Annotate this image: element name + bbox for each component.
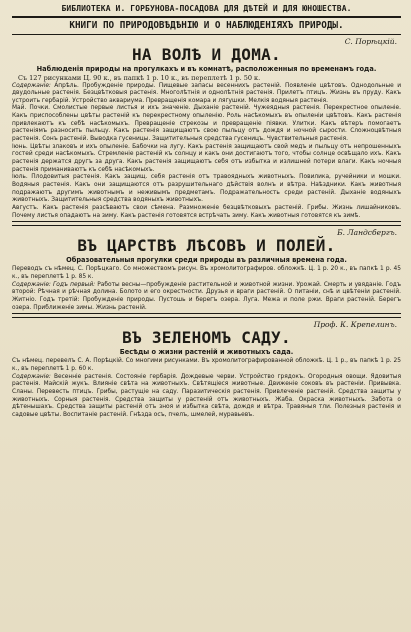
paragraph-lead: Содержаніе: Годъ первый: xyxy=(12,279,96,288)
paragraph-text: Іюль. Плодовитыя растенія. Какъ защищ. себя растенія отъ травоядныхъ животныхъ. Повилика, ручейники и мошки. Водяныя растенія. Какъ они защищаются отъ разрушительнаго дѣйствія волнъ и вѣтра. Наѣздники. Какъ животныя подражаютъ другимъ животнымъ и неживымъ предметамъ. Подражательность среди растеній. Дыханіе водяныхъ животныхъ. Защитительныя средства водяныхъ животныхъ. xyxy=(12,172,401,204)
paragraph-lead: Содержаніе: xyxy=(12,371,51,380)
book-entry xyxy=(12,320,401,418)
book-meta: Переводъ съ нѣмец. С. Порѣцкаго. Со множествомъ рисун. Въ хромолитографиров. обложкѣ. Ц. 1 р. 20 к., въ папкѣ 1 р. 45 к., въ переплетѣ 1 р. 85 к. xyxy=(12,264,401,280)
book-author: Проф. К. Крепелинъ. xyxy=(313,320,397,330)
book-title: ВЪ ЗЕЛЕНОМЪ САДУ. xyxy=(122,328,291,348)
book-paragraph xyxy=(12,281,401,312)
section-heading: КНИГИ ПО ПРИРОДОВѢДѢНІЮ И О НАБЛЮДЕНІЯХЪ ПРИРОДЫ. xyxy=(69,20,344,31)
library-header: БИБЛИОТЕКА И. ГОРБУНОВА-ПОСАДОВА ДЛЯ ДѢТЕЙ И ДЛЯ ЮНОШЕСТВА. xyxy=(61,4,352,13)
book-paragraph xyxy=(12,82,401,105)
book-meta: Съ 127 рисунками Ц. 90 к., въ папкѣ 1 р. 10 к., въ переплетѣ 1 р. 50 к. xyxy=(18,73,261,82)
paragraph-text: Августъ. Какъ растенія разсѣваютъ свои сѣмена. Размноженіе безцвѣтковыхъ растеній. Грибы. Жизнь лишайниковъ. Почему листья опадаютъ на зиму. Какъ растенія готовятся встрѣчать зиму. Какъ животныя готовятся къ зимѣ. xyxy=(12,203,401,219)
book-separator xyxy=(12,221,401,226)
paragraph-text: Апрѣль. Пробужденіе природы. Пищевые запасы весеннихъ растеній. Появленіе цвѣтовъ. Однодольные и двудольные растенія. Безцвѣтковыя растенія. Многолѣтнія и однолѣтнія растенія. Прилетъ птицъ. Жизнь въ пруду. Какъ устроить гербарій. Устройство аквариума. Превращенія комара и лягушки. Мелкія водяныя растенія. xyxy=(12,80,401,104)
book-title: ВЪ ЦАРСТВѢ ЛѢСОВЪ И ПОЛЕЙ. xyxy=(77,236,336,256)
book-separator xyxy=(12,313,401,318)
book-paragraph xyxy=(12,204,401,219)
paragraph-text: Май. Почки. Смолистые первые листья и ихъ значеніе. Дыханіе растеній. Чужеядныя растенія. Перекрестное опыленіе. Какъ приспособлены цвѣты растеній къ перекрестному опыленію. Роль насѣкомыхъ въ опыленіи цвѣтовъ. Какъ растенія привлекаютъ къ себѣ насѣкомыхъ. Превращеніе стрекозы и превращеніе піявки. Улитки. Какъ вѣтеръ помогаетъ растеніямъ разносить пыльцу. Какъ растенія защищаютъ свою пыльцу отъ дождя и ночной сырости. Сложноцвѣтныя растенія. Сонъ растеній. Выводка гусеницы. Защитительныя средства гусеницъ. Чувствительныя растенія. xyxy=(12,103,401,143)
book-subtitle: Наблюденія природы на прогулкахъ и въ комнатѣ, расположенныя по временамъ года. xyxy=(36,64,377,73)
book-meta: Съ нѣмец. перевелъ С. А. Порѣцкій. Со многими рисунками. Въ хромолитографированной обложкѣ. Ц. 1 р., въ папкѣ 1 р. 25 к., въ переплетѣ 1 р. 60 к. xyxy=(12,356,401,372)
paragraph-text: Весенніе растенія. Состояніе гербарія. Дождевые черви. Устройство грядокъ. Огородныя овощи. Ядовитыя растенія. Майскій жукъ. Влияніе свѣта на животныхъ. Свѣтящіеся животные. Движеніе соковъ въ растеніи. Привывка. Сланы. Перевесть птицъ. Грибы, растущіе на саду. Паразитическія растенія. Привлеченіе растеній. Средства защиты у животныхъ. Сорныя растенія. Средства защиты у растеній отъ животныхъ. Жаба. Окраска животныхъ. Забота о дѣтенышахъ. Средства защиты растеній отъ зноя и избытка свѣта, дождя и вѣтра. Травяныя тли. Полезныя растенія и садовые цвѣты. Воспитаніе растеній. Гнѣзда осъ, пчелъ, шмелей, муравьевъ. xyxy=(12,371,401,418)
book-entry xyxy=(12,37,401,220)
paragraph-lead: Содержаніе: xyxy=(12,80,51,89)
book-subtitle: Образовательныя прогулки среди природы въ различныя времена года. xyxy=(66,256,347,265)
book-paragraph xyxy=(12,173,401,204)
book-paragraph xyxy=(12,104,401,142)
section-rule xyxy=(12,34,401,35)
paragraph-text: Работы весны—пробужденіе растительной и животной жизни. Урожай. Смерть и увяданіе. Годъ второй: Рѣчная и рѣчная долина. Болото и его окрестности. Друзья и враги растеній. О питаніи, снѣ и цвѣтеніи растеній. Житніо. Годъ третій: Пробужденіе природы. Пустошь и берегъ озера. Луга. Межа и поле ржи. Враги растеній. Берегъ озера. Приближеніе зимы. Жизнь растеній. xyxy=(12,279,401,311)
paragraph-text: Іюнь. Цвѣты злаковъ и ихъ опыленіе. Бабочки на лугу. Какъ растенія защищаютъ свой медъ и пыльцу отъ непрошенныхъ гостей среди насѣкомыхъ. Стремленіе растеній къ солнцу и какъ они достигаютъ того, чтобы солнце освѣщало ихъ. Какъ растенія держатся другъ за друга. Какъ растенія защищаютъ себя отъ избытка и излишней потери влаги. Какъ ночныя растенія приманиваютъ къ себѣ насѣкомыхъ. xyxy=(12,141,401,173)
book-title: НА ВОЛѢ И ДОМА. xyxy=(132,44,281,64)
book-paragraph xyxy=(12,373,401,419)
book-paragraph xyxy=(12,143,401,174)
header-rule xyxy=(12,16,401,18)
book-author: С. Порѣцкій. xyxy=(344,36,397,46)
book-author: Б. Ландсбергъ. xyxy=(337,228,397,238)
book-subtitle: Бесѣды о жизни растеній и животныхъ сада. xyxy=(119,348,294,357)
book-entry xyxy=(12,228,401,311)
